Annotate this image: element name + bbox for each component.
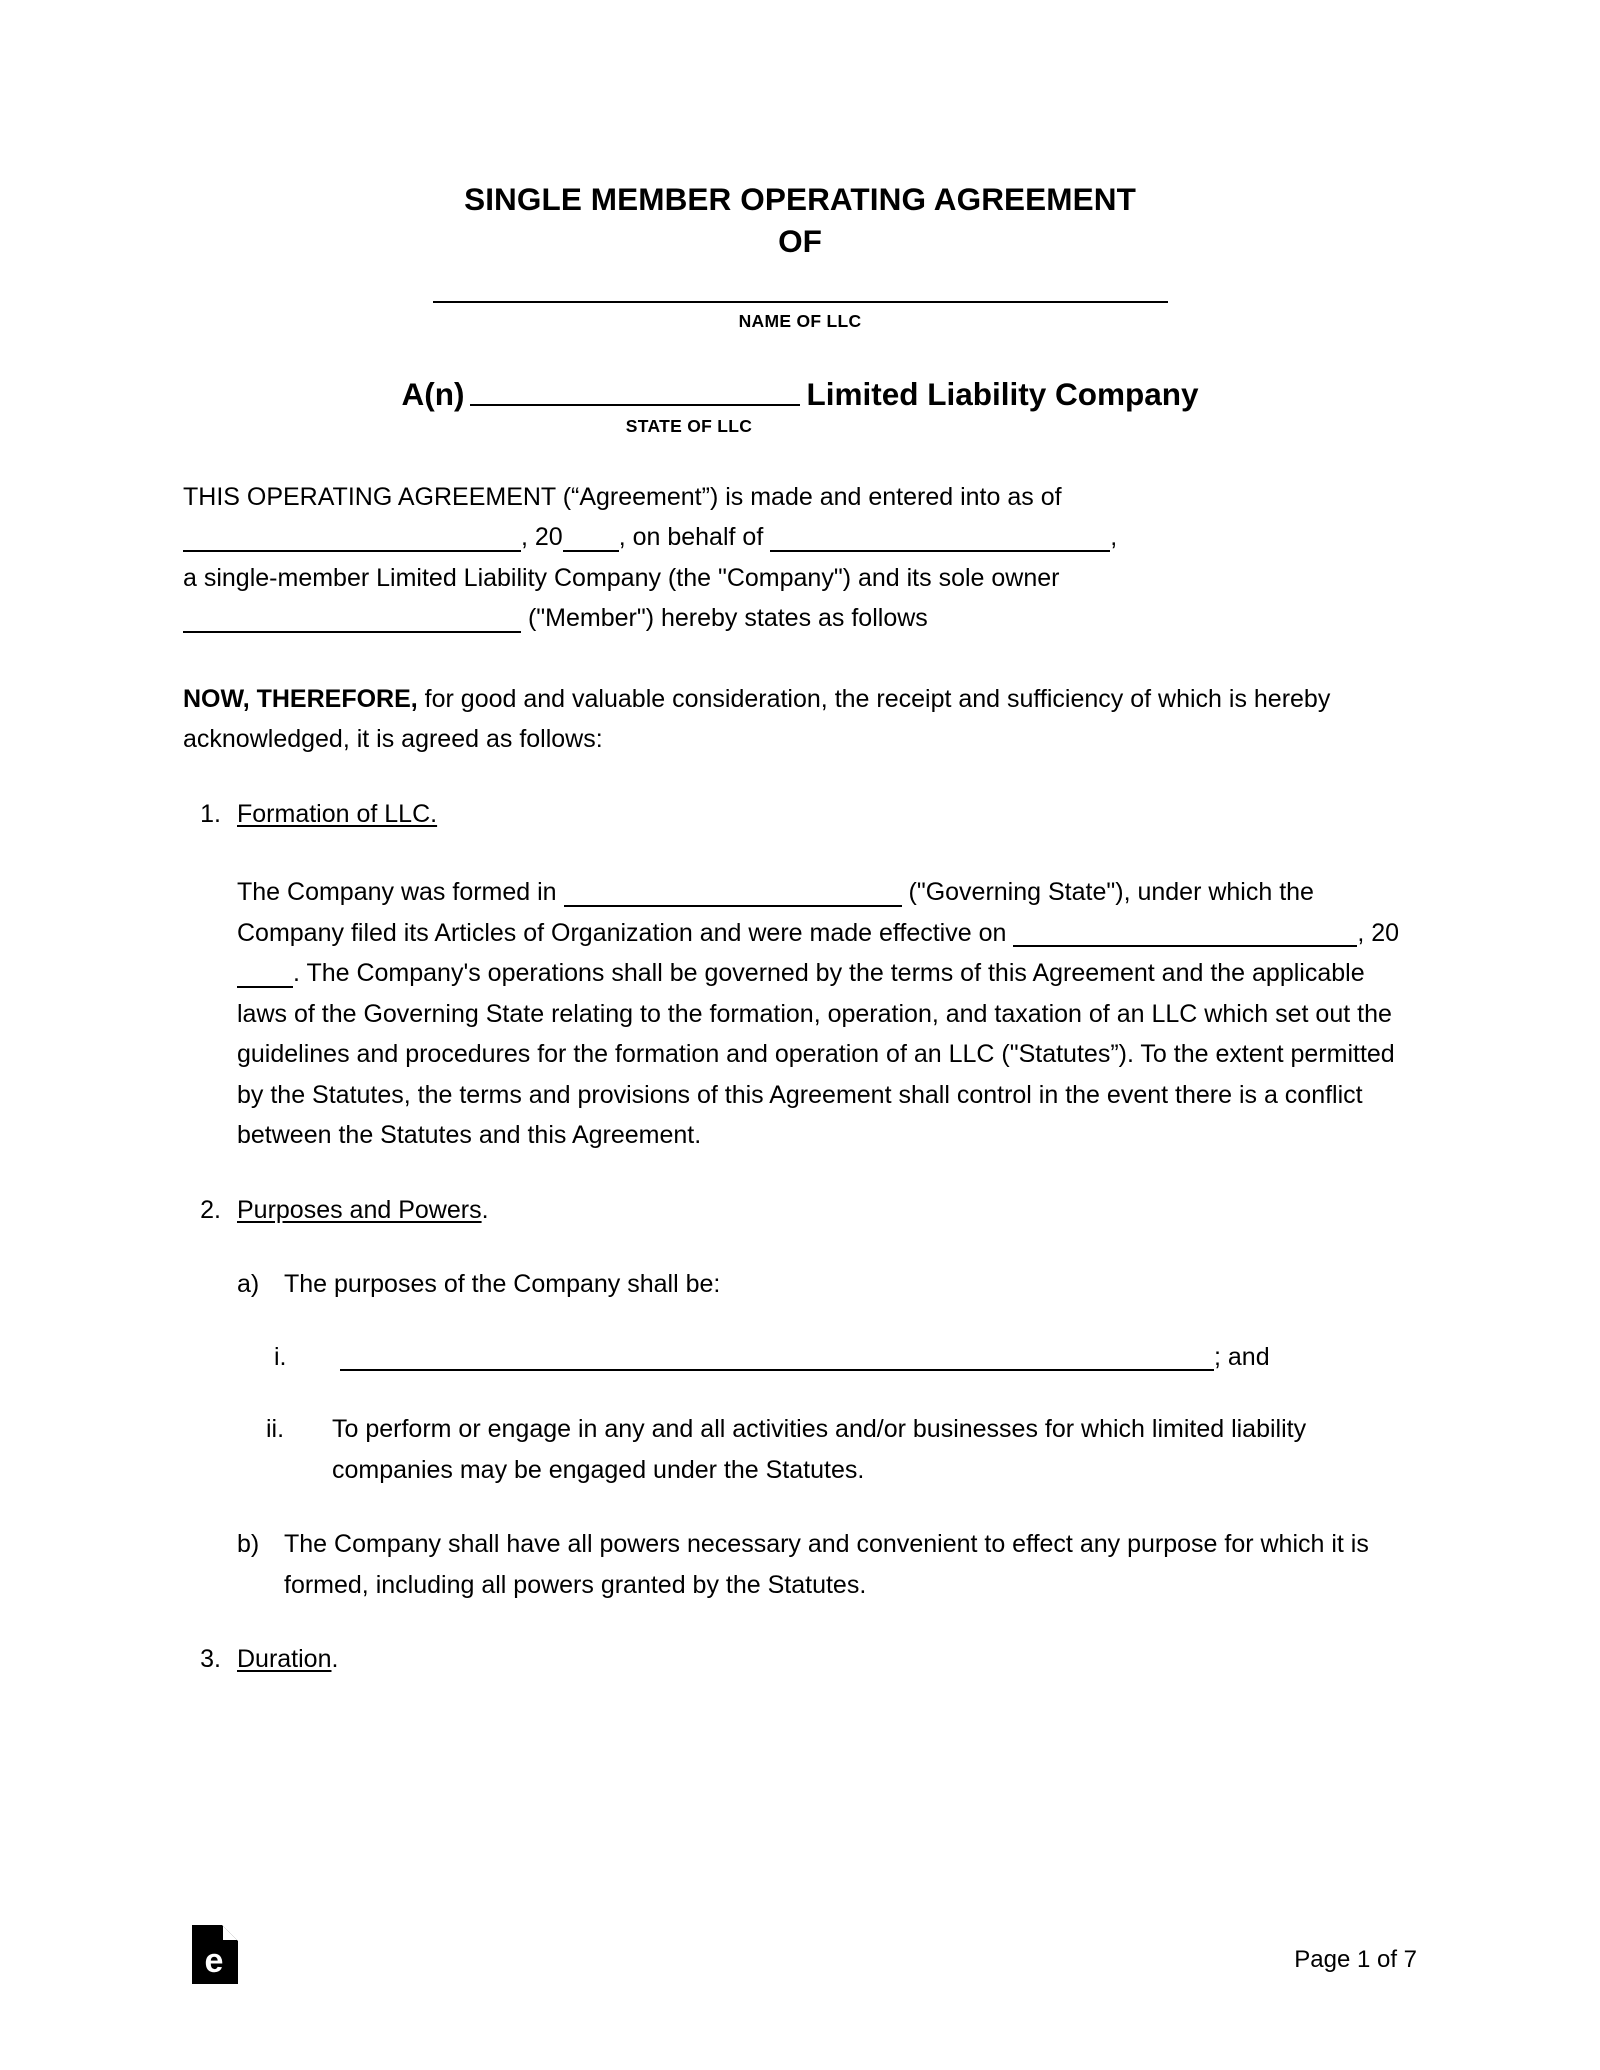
company-name-blank[interactable] [770,549,1110,552]
now-therefore-paragraph [183,679,1417,760]
governing-state-blank[interactable] [564,904,902,907]
section-2-item-a-i [237,1337,1417,1378]
state-of-llc-blank[interactable] [470,403,800,406]
intro-after-company: , [1110,523,1118,552]
page-content [183,0,1417,1680]
section-2-item-a-ii [237,1409,1417,1490]
intro-after-member: ("Member") hereby states as follows [527,604,928,633]
section-2-item-a-i-after-blank: ; and [1214,1342,1270,1371]
section-2-heading-text: Purposes and Powers [237,1195,482,1224]
state-line-prefix: A(n) [401,375,465,412]
section-1 [183,794,1417,835]
section-1-body [237,872,1417,1156]
section-2 [183,1190,1417,1231]
name-of-llc-caption: NAME OF LLC [738,310,862,331]
section-3-number: 3. [200,1645,221,1674]
section-2-item-a [237,1264,1417,1305]
member-name-blank[interactable] [183,630,521,633]
intro-after-year: , on behalf of [618,523,764,552]
section-2-item-b [237,1524,1417,1605]
page-number: Page 1 of 7 [1294,1946,1417,1973]
section-1-body-part3: , 20 [1357,918,1400,947]
section-3-heading [237,1639,1417,1680]
section-1-heading [237,794,1417,835]
now-therefore-rest: for good and valuable consideration, the receipt and sufficiency of which is hereby acknowledged, it is agreed as follows: [183,684,1331,754]
section-2-item-a-text: The purposes of the Company shall be: [284,1270,721,1299]
state-of-llc-caption: STATE OF LLC [625,415,753,436]
section-2-heading [237,1190,1417,1231]
section-1-number: 1. [200,799,221,828]
name-of-llc-blank[interactable] [433,300,1168,303]
section-1-body-part2: ("Governing State"), under which the Company filed its Articles of Organization and were made effective on [237,878,1314,947]
section-2-number: 2. [200,1195,221,1224]
purpose-blank[interactable] [340,1368,1214,1371]
state-line-suffix: Limited Liability Company [806,375,1199,412]
section-2-item-a-i-marker: i. [274,1342,287,1371]
name-of-llc-block [183,285,1417,332]
section-1-heading-text: Formation of LLC. [237,799,438,828]
effective-date-blank[interactable] [1013,944,1357,947]
section-2-item-b-text: The Company shall have all powers necessary and convenient to effect any purpose for which it is formed, including all powers granted by the Statutes. [284,1530,1369,1599]
intro-line3: a single-member Limited Liability Company (the "Company") and its sole owner [183,563,1060,592]
section-2-item-a-ii-text: To perform or engage in any and all activities and/or businesses for which limited liability companies may be engaged under the Statutes. [332,1415,1307,1484]
intro-line1: THIS OPERATING AGREEMENT (“Agreement”) is made and entered into as of [183,482,1062,511]
section-2-item-a-marker: a) [237,1270,260,1299]
section-2-item-a-ii-marker: ii. [266,1415,285,1444]
section-1-body-part4: . The Company's operations shall be governed by the terms of this Agreement and the applicable laws of the Governing State relating to the formation, operation, and taxation of an LLC which set out the guidelines and procedures for the formation and operation of an LLC ("Statutes”). To the extent permitted by the Statutes, the terms and provisions of this Agreement shall control in the event there is a conflict between the Statutes and this Agreement. [237,959,1395,1150]
page-title: SINGLE MEMBER OPERATING AGREEMENT [464,181,1136,217]
eforms-document-icon [192,1925,238,1984]
section-2-item-a-i-body [340,1337,1417,1378]
page-title-of: OF [778,222,822,259]
section-3 [183,1639,1417,1680]
section-3-heading-period: . [331,1645,339,1674]
svg-text:e: e [204,1942,224,1980]
agreement-date-blank[interactable] [183,549,521,552]
now-therefore-lead: NOW, THEREFORE, [183,684,418,713]
agreement-year-blank[interactable] [563,549,619,552]
section-1-body-part1: The Company was formed in [237,878,557,907]
section-2-heading-period: . [481,1195,489,1224]
section-2-item-b-marker: b) [237,1530,260,1559]
intro-paragraph [183,477,1417,639]
effective-year-blank[interactable] [237,985,293,988]
intro-after-date: , 20 [521,523,563,552]
state-of-llc-line [183,376,1417,437]
section-3-heading-text: Duration [237,1645,332,1674]
